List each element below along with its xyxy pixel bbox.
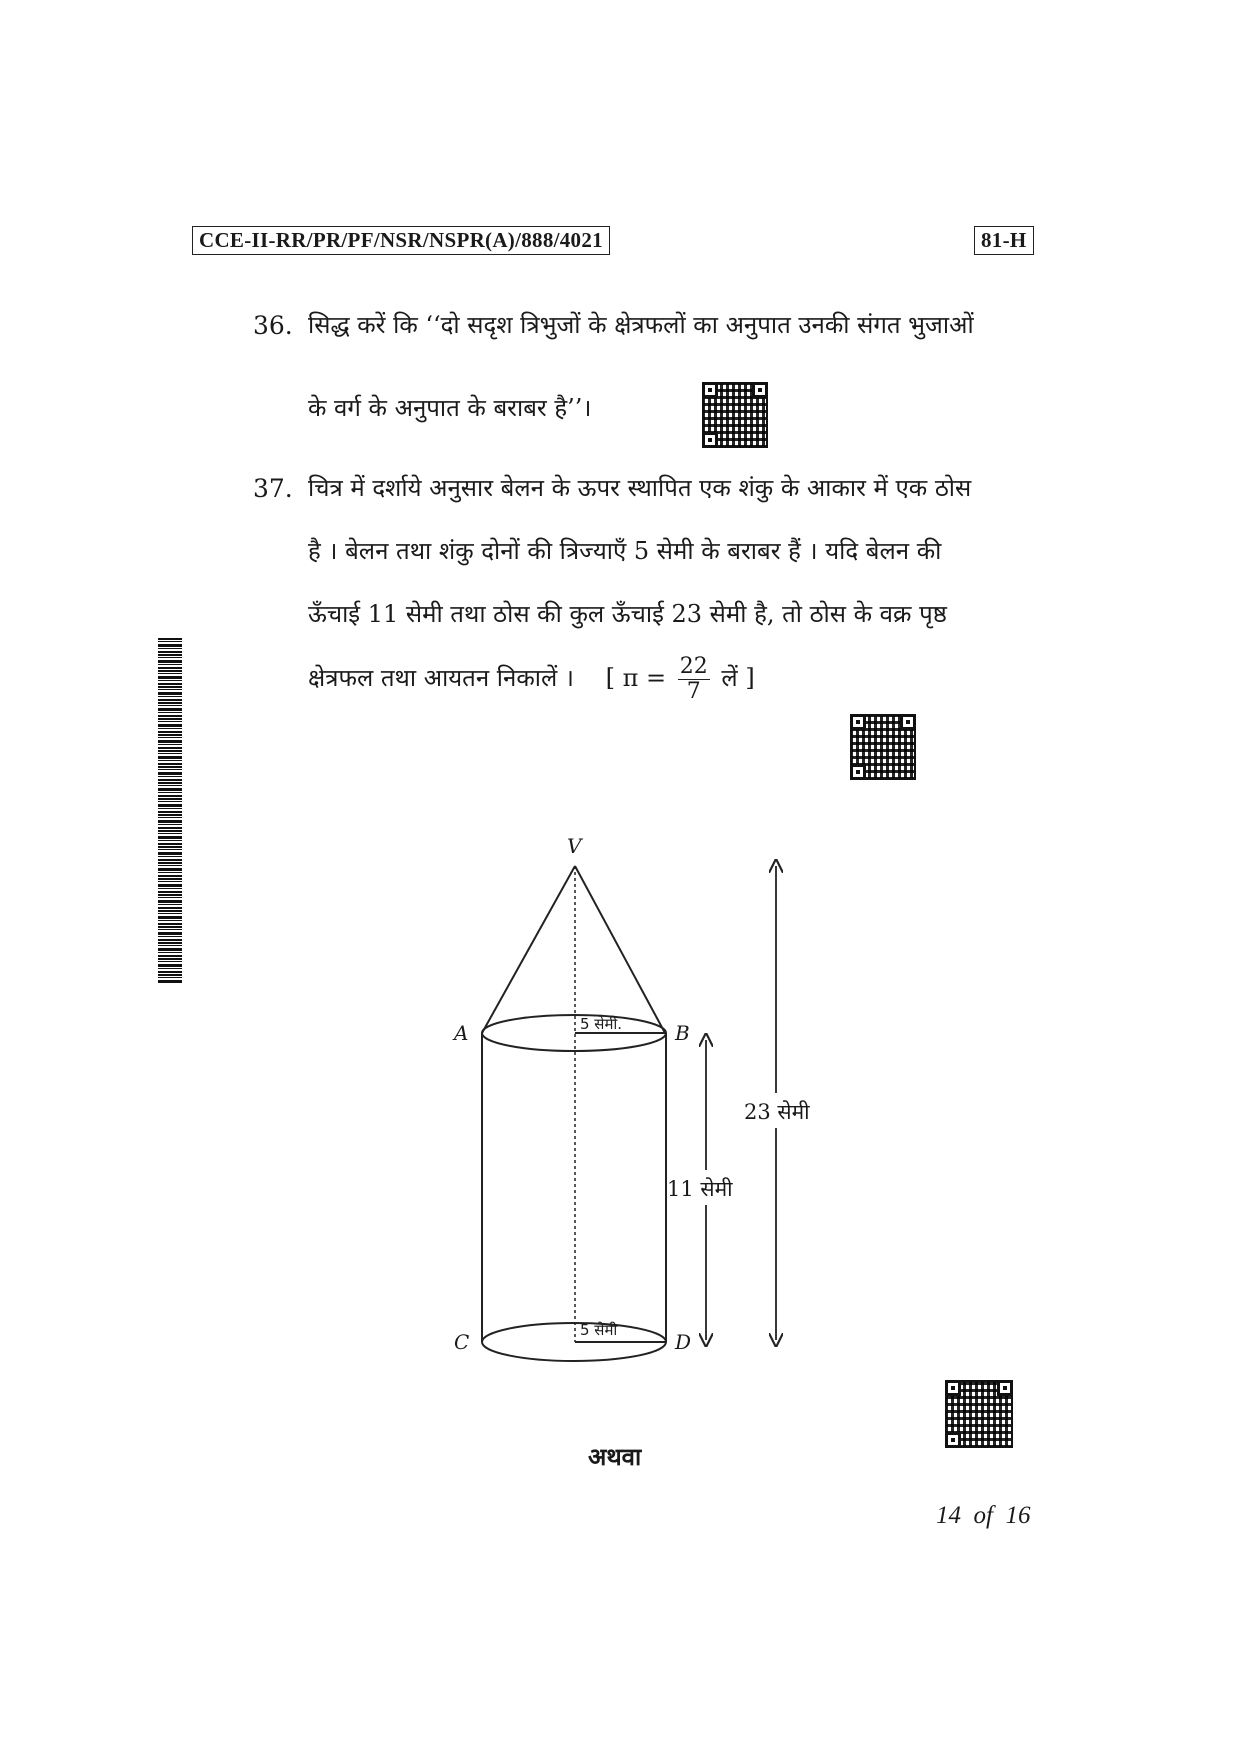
cylinder-height-label: 11 सेमी bbox=[667, 1177, 733, 1201]
pi-denominator: 7 bbox=[686, 679, 701, 705]
point-a-label: A bbox=[454, 1021, 469, 1045]
pi-suffix: लें ] bbox=[721, 664, 755, 693]
or-text: अथवा bbox=[588, 1443, 642, 1471]
question-37-line-2: है । बेलन तथा शंकु दोनों की त्रिज्याएँ 5 सेमी के बराबर हैं । यदि बेलन की bbox=[308, 537, 942, 565]
cone-left-side bbox=[482, 866, 575, 1033]
page-number: 14 of 16 bbox=[936, 1502, 1031, 1529]
radius-bottom-label: 5 सेमी bbox=[580, 1321, 618, 1339]
point-c-label: C bbox=[454, 1330, 470, 1354]
point-d-label: D bbox=[675, 1330, 692, 1354]
point-b-label: B bbox=[675, 1021, 690, 1045]
vertex-v-label: V bbox=[567, 834, 582, 858]
header-code: CCE-II-RR/PR/PF/NSR/NSPR(A)/888/4021 bbox=[192, 226, 610, 255]
paper-code: 81-H bbox=[974, 226, 1034, 255]
question-36-line-2: के वर्ग के अनुपात के बराबर है’’। bbox=[308, 394, 592, 422]
question-36-line-1: सिद्ध करें कि ‘‘दो सदृश त्रिभुजों के क्षेत्रफलों का अनुपात उनकी संगत भुजाओं bbox=[308, 311, 974, 339]
question-37-line-1: चित्र में दर्शाये अनुसार बेलन के ऊपर स्थापित एक शंकु के आकार में एक ठोस bbox=[308, 474, 972, 502]
total-height-label: 23 सेमी bbox=[744, 1100, 810, 1124]
cone-right-side bbox=[575, 866, 665, 1033]
radius-top-label: 5 सेमी. bbox=[580, 1015, 623, 1033]
question-number: 37. bbox=[253, 474, 293, 503]
question-37-line-3: ऊँचाई 11 सेमी तथा ठोस की कुल ऊँचाई 23 सेमी है, तो ठोस के वक्र पृष्ठ bbox=[308, 600, 947, 628]
qr-code-icon bbox=[945, 1380, 1013, 1448]
question-37-line-4-text: क्षेत्रफल तथा आयतन निकालें । bbox=[308, 664, 574, 693]
question-number: 36. bbox=[253, 311, 293, 340]
pi-numerator: 22 bbox=[679, 654, 708, 679]
pi-prefix: [ π = bbox=[605, 664, 667, 693]
